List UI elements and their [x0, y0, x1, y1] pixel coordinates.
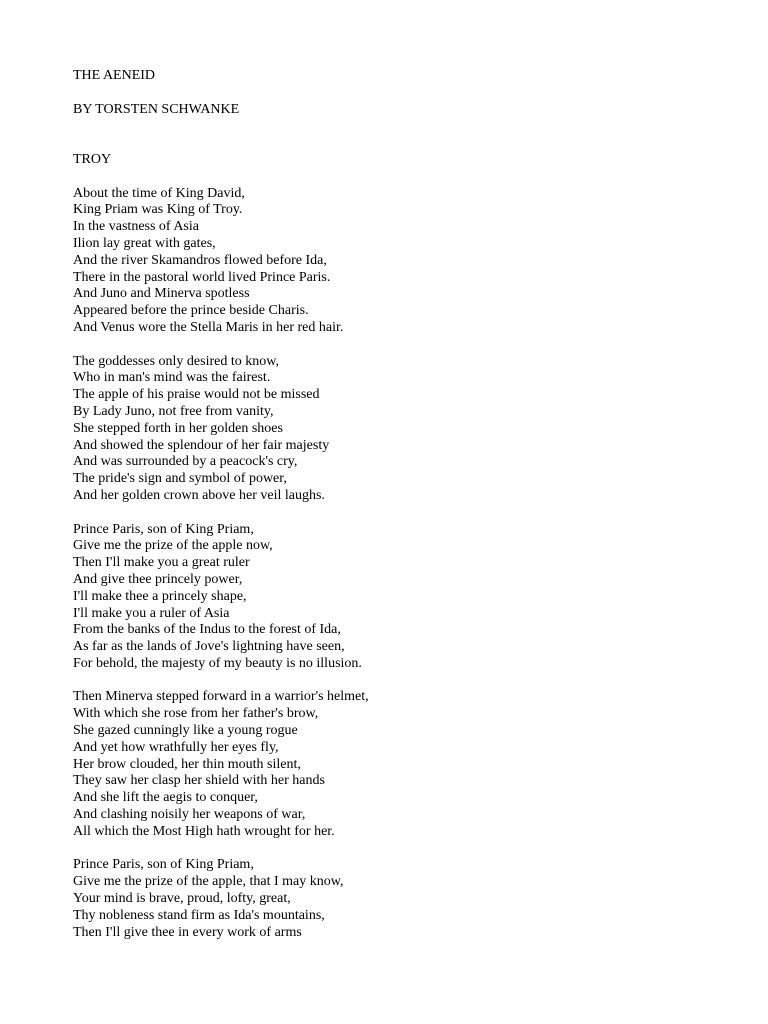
poem-line: And yet how wrathfully her eyes fly,: [73, 739, 279, 755]
poem-line: The pride's sign and symbol of power,: [73, 471, 287, 487]
poem-line: And she lift the aegis to conquer,: [73, 790, 258, 806]
poem-stanza: [73, 857, 713, 941]
poem-line: And the river Skamandros flowed before Ida,: [73, 252, 327, 268]
poem-line: And her golden crown above her veil laughs.: [73, 487, 325, 503]
poem-line: And Juno and Minerva spotless: [73, 286, 250, 302]
poem-line: Then I'll make you a great ruler: [73, 555, 250, 571]
poem-line: Who in man's mind was the fairest.: [73, 370, 271, 386]
poem-line: King Priam was King of Troy.: [73, 202, 243, 218]
poem-line: Appeared before the prince beside Charis.: [73, 303, 309, 319]
poem-stanza: [73, 186, 713, 337]
poem-line: Your mind is brave, proud, lofty, great,: [73, 891, 291, 907]
poem-line: From the banks of the Indus to the forest of Ida,: [73, 622, 341, 638]
poem-line: Give me the prize of the apple, that I may know,: [73, 874, 344, 890]
poem-line: As far as the lands of Jove's lightning have seen,: [73, 639, 345, 655]
poem-line: Prince Paris, son of King Priam,: [73, 857, 254, 873]
poem-line: And showed the splendour of her fair majesty: [73, 437, 330, 453]
poem-stanza: [73, 522, 713, 673]
poem-line: Ilion lay great with gates,: [73, 235, 216, 251]
poem-line: She gazed cunningly like a young rogue: [73, 723, 298, 739]
poem-line: Then I'll give thee in every work of arms: [73, 924, 302, 940]
poem-line: They saw her clasp her shield with her hands: [73, 773, 325, 789]
poem-line: She stepped forth in her golden shoes: [73, 420, 283, 436]
poem-line: The goddesses only desired to know,: [73, 353, 279, 369]
poem-line: And clashing noisily her weapons of war,: [73, 807, 306, 823]
poem-line: There in the pastoral world lived Prince Paris.: [73, 269, 331, 285]
poem-line: And give thee princely power,: [73, 571, 243, 587]
poem-line: In the vastness of Asia: [73, 219, 199, 235]
poem-line: Give me the prize of the apple now,: [73, 538, 273, 554]
poem-line: I'll make you a ruler of Asia: [73, 605, 230, 621]
document-author: BY TORSTEN SCHWANKE: [73, 101, 240, 117]
poem-line: Then Minerva stepped forward in a warrior's helmet,: [73, 689, 369, 705]
poem-line: And was surrounded by a peacock's cry,: [73, 454, 298, 470]
poem-line: And Venus wore the Stella Maris in her red hair.: [73, 319, 344, 335]
poem-line: All which the Most High hath wrought for her.: [73, 823, 335, 839]
poem-line: The apple of his praise would not be missed: [73, 387, 320, 403]
document-title: THE AENEID: [73, 68, 156, 83]
poem-line: About the time of King David,: [73, 185, 245, 201]
poem-line: With which she rose from her father's brow,: [73, 706, 319, 722]
poem-body: [73, 186, 713, 942]
section-heading: TROY: [73, 151, 112, 167]
poem-line: For behold, the majesty of my beauty is no illusion.: [73, 655, 362, 671]
document-content: [73, 68, 713, 941]
poem-line: Her brow clouded, her thin mouth silent,: [73, 756, 301, 772]
poem-line: I'll make thee a princely shape,: [73, 588, 247, 604]
poem-line: By Lady Juno, not free from vanity,: [73, 403, 274, 419]
poem-line: Prince Paris, son of King Priam,: [73, 521, 254, 537]
poem-line: Thy nobleness stand firm as Ida's mountains,: [73, 907, 325, 923]
poem-stanza: [73, 354, 713, 505]
poem-stanza: [73, 689, 713, 840]
